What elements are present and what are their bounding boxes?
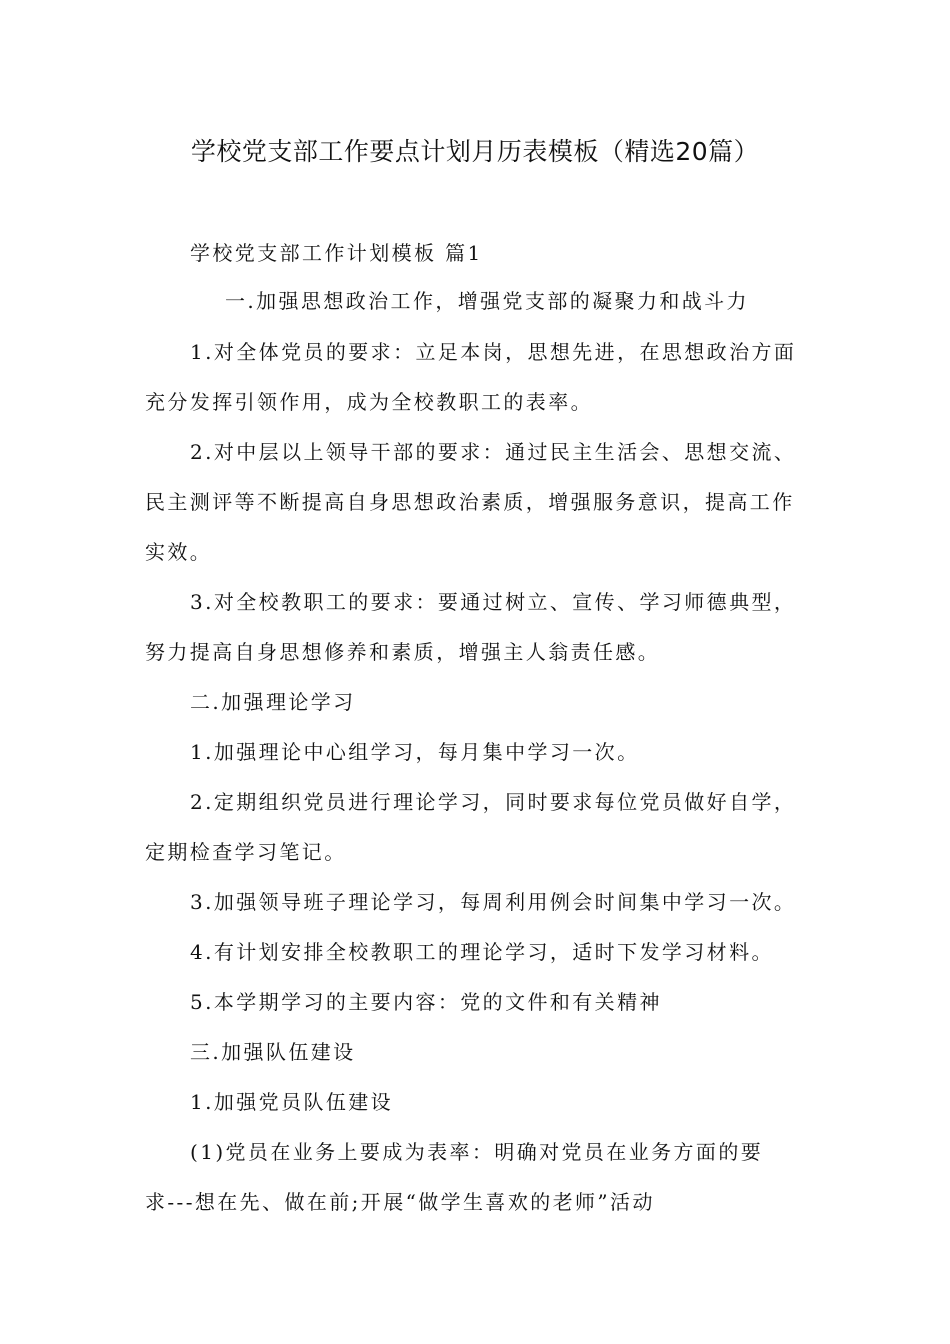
paragraph-line: 定期检查学习笔记。: [145, 840, 347, 864]
paragraph-line: 4.有计划安排全校教职工的理论学习，适时下发学习材料。: [190, 940, 774, 964]
paragraph-line: 2.定期组织党员进行理论学习，同时要求每位党员做好自学，: [190, 790, 797, 814]
section-heading: 一.加强思想政治工作，增强党支部的凝聚力和战斗力: [225, 289, 749, 313]
paragraph-line: 2.对中层以上领导干部的要求：通过民主生活会、思想交流、: [190, 440, 797, 464]
paragraph-line: 3.加强领导班子理论学习，每周利用例会时间集中学习一次。: [190, 890, 797, 914]
paragraph-line: 求---想在先、做在前;开展“做学生喜欢的老师”活动: [145, 1190, 655, 1214]
paragraph-line: 实效。: [145, 540, 213, 564]
section-heading: 三.加强队伍建设: [190, 1040, 356, 1064]
paragraph-line: 3.对全校教职工的要求：要通过树立、宣传、学习师德典型，: [190, 590, 797, 614]
paragraph-line: 5.本学期学习的主要内容：党的文件和有关精神: [190, 990, 662, 1014]
document-title: 学校党支部工作要点计划月历表模板（精选20篇）: [190, 137, 760, 166]
section-heading: 二.加强理论学习: [190, 690, 356, 714]
paragraph-line: 1.加强理论中心组学习，每月集中学习一次。: [190, 740, 640, 764]
paragraph-line: (1)党员在业务上要成为表率：明确对党员在业务方面的要: [190, 1140, 764, 1164]
section-heading: 学校党支部工作计划模板 篇1: [190, 241, 483, 265]
paragraph-line: 努力提高自身思想修养和素质，增强主人翁责任感。: [145, 640, 661, 664]
paragraph-line: 1.加强党员队伍建设: [190, 1090, 394, 1114]
paragraph-line: 民主测评等不断提高自身思想政治素质，增强服务意识，提高工作: [145, 490, 795, 514]
paragraph-line: 充分发挥引领作用，成为全校教职工的表率。: [145, 390, 593, 414]
paragraph-line: 1.对全体党员的要求：立足本岗，思想先进，在思想政治方面: [190, 340, 797, 364]
